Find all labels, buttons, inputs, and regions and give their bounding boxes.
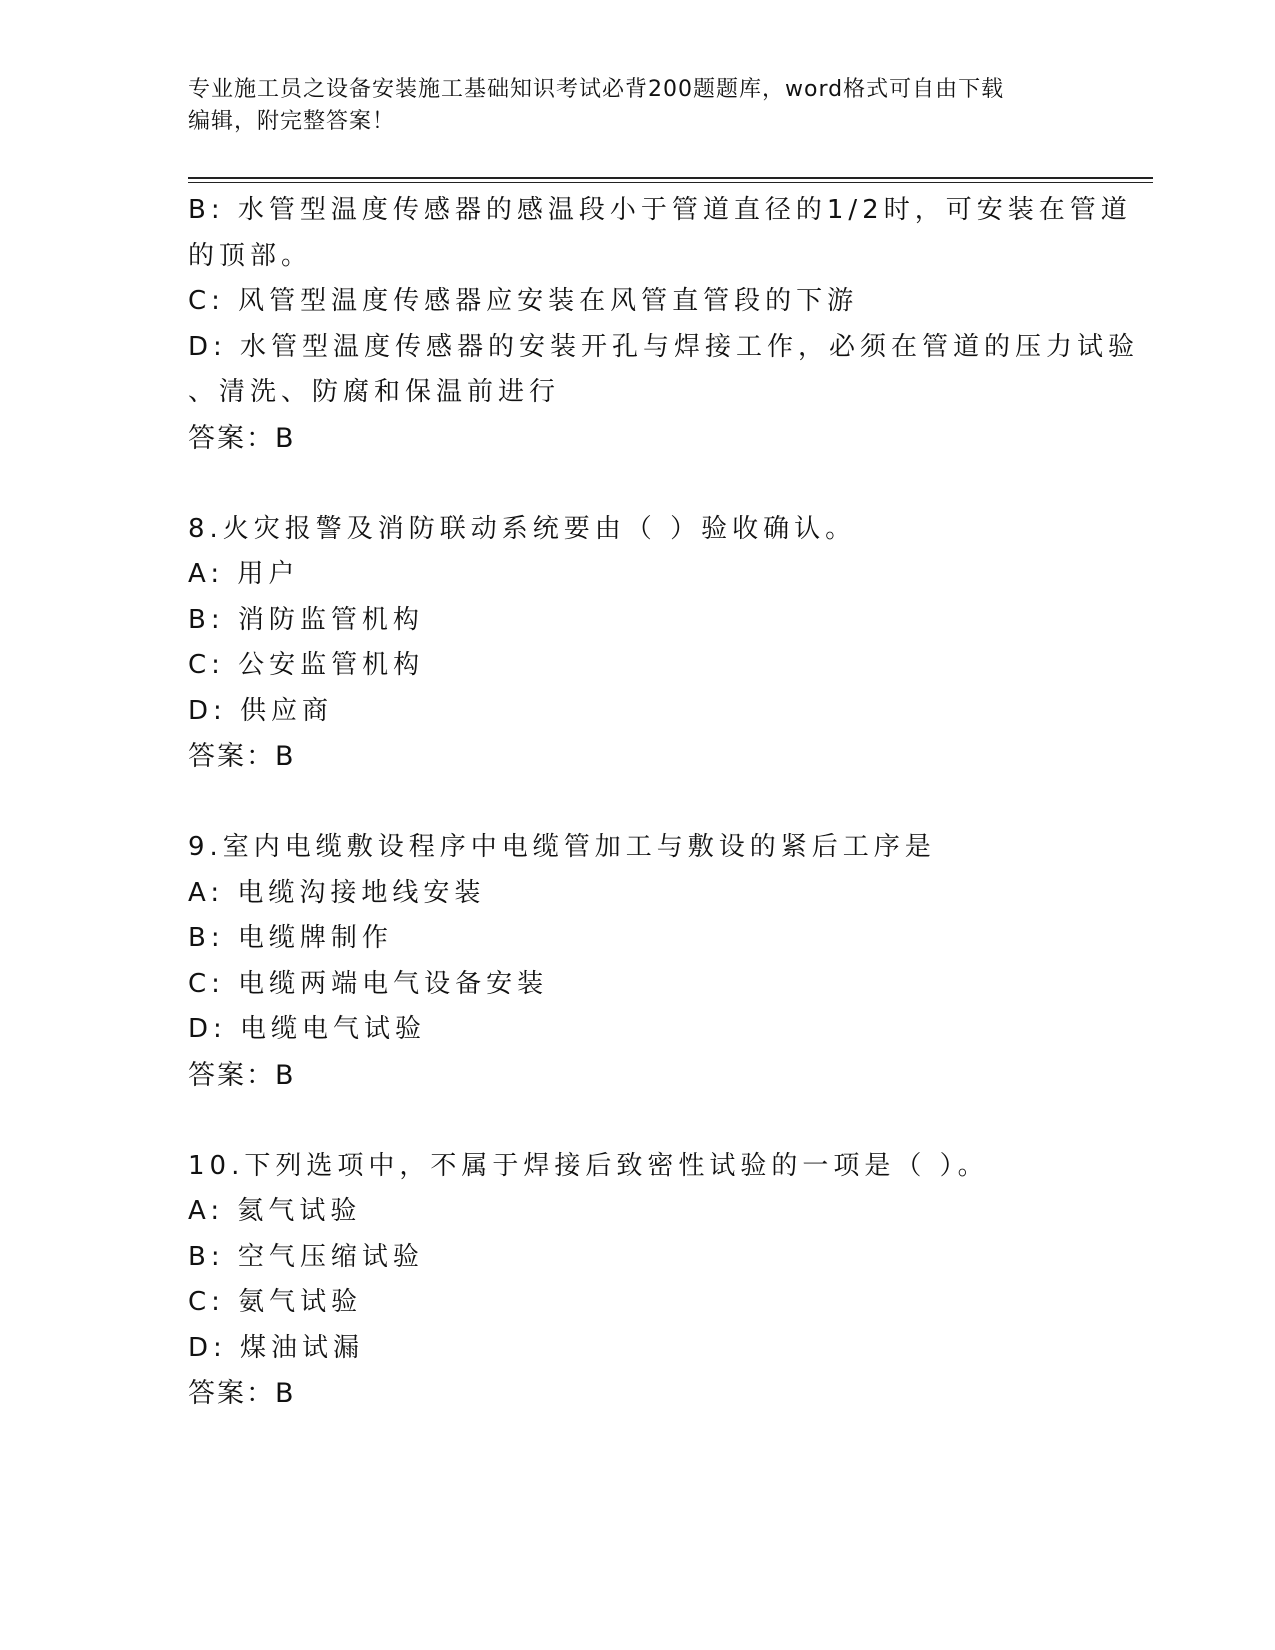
- option-c: C: 氨气试验: [188, 1287, 363, 1317]
- option-b: B: 电缆牌制作: [188, 923, 393, 953]
- option-b: B: 空气压缩试验: [188, 1241, 424, 1272]
- option-d-line-1: D: 水管型温度传感器的安装开孔与焊接工作，必须在管道的压力试验: [188, 331, 1140, 362]
- answer: 答案：B: [188, 741, 296, 772]
- header-title-line-2: 编辑，附完整答案！: [188, 109, 396, 134]
- option-b-line-2: 的顶部。: [188, 240, 313, 271]
- question-block-7: [188, 188, 1140, 461]
- header-divider-thick: [188, 177, 1153, 179]
- option-b-line-1: B: 水管型温度传感器的感温段小于管道直径的1/2时，可安装在管道: [188, 195, 1132, 225]
- answer: 答案：B: [188, 1378, 296, 1409]
- question-stem: 8.火灾报警及消防联动系统要由（ ）验收确认。: [188, 513, 857, 544]
- option-d: D: 供应商: [188, 695, 334, 726]
- option-c: C: 电缆两端电气设备安装: [188, 968, 549, 999]
- header-title-line-1: 专业施工员之设备安装施工基础知识考试必背200题题库，word格式可自由下载: [188, 77, 1005, 102]
- option-c: C: 公安监管机构: [188, 650, 425, 680]
- header-divider-thin: [188, 182, 1153, 183]
- question-stem: 9.室内电缆敷设程序中电缆管加工与敷设的紧后工序是: [188, 832, 936, 862]
- question-stem: 10.下列选项中，不属于焊接后致密性试验的一项是（ ）。: [188, 1150, 989, 1181]
- option-b: B: 消防监管机构: [188, 604, 424, 635]
- answer: 答案：B: [188, 422, 296, 454]
- option-c: C: 风管型温度传感器应安装在风管直管段的下游: [188, 286, 859, 316]
- spacer: [188, 780, 1088, 826]
- option-a: A: 氦气试验: [188, 1196, 362, 1226]
- question-block-10: [188, 1144, 1088, 1417]
- spacer: [188, 461, 1088, 507]
- document-body: [188, 188, 1140, 1417]
- option-a: A: 电缆沟接地线安装: [188, 877, 486, 908]
- document-header: [188, 74, 1068, 138]
- option-d: D: 电缆电气试验: [188, 1014, 427, 1044]
- question-block-8: [188, 507, 1088, 780]
- question-block-9: [188, 825, 1088, 1098]
- answer: 答案：B: [188, 1059, 296, 1091]
- option-a: A: 用户: [188, 559, 300, 589]
- option-d: D: 煤油试漏: [188, 1332, 365, 1363]
- option-d-line-2: 、清洗、防腐和保温前进行: [188, 377, 561, 407]
- spacer: [188, 1098, 1088, 1144]
